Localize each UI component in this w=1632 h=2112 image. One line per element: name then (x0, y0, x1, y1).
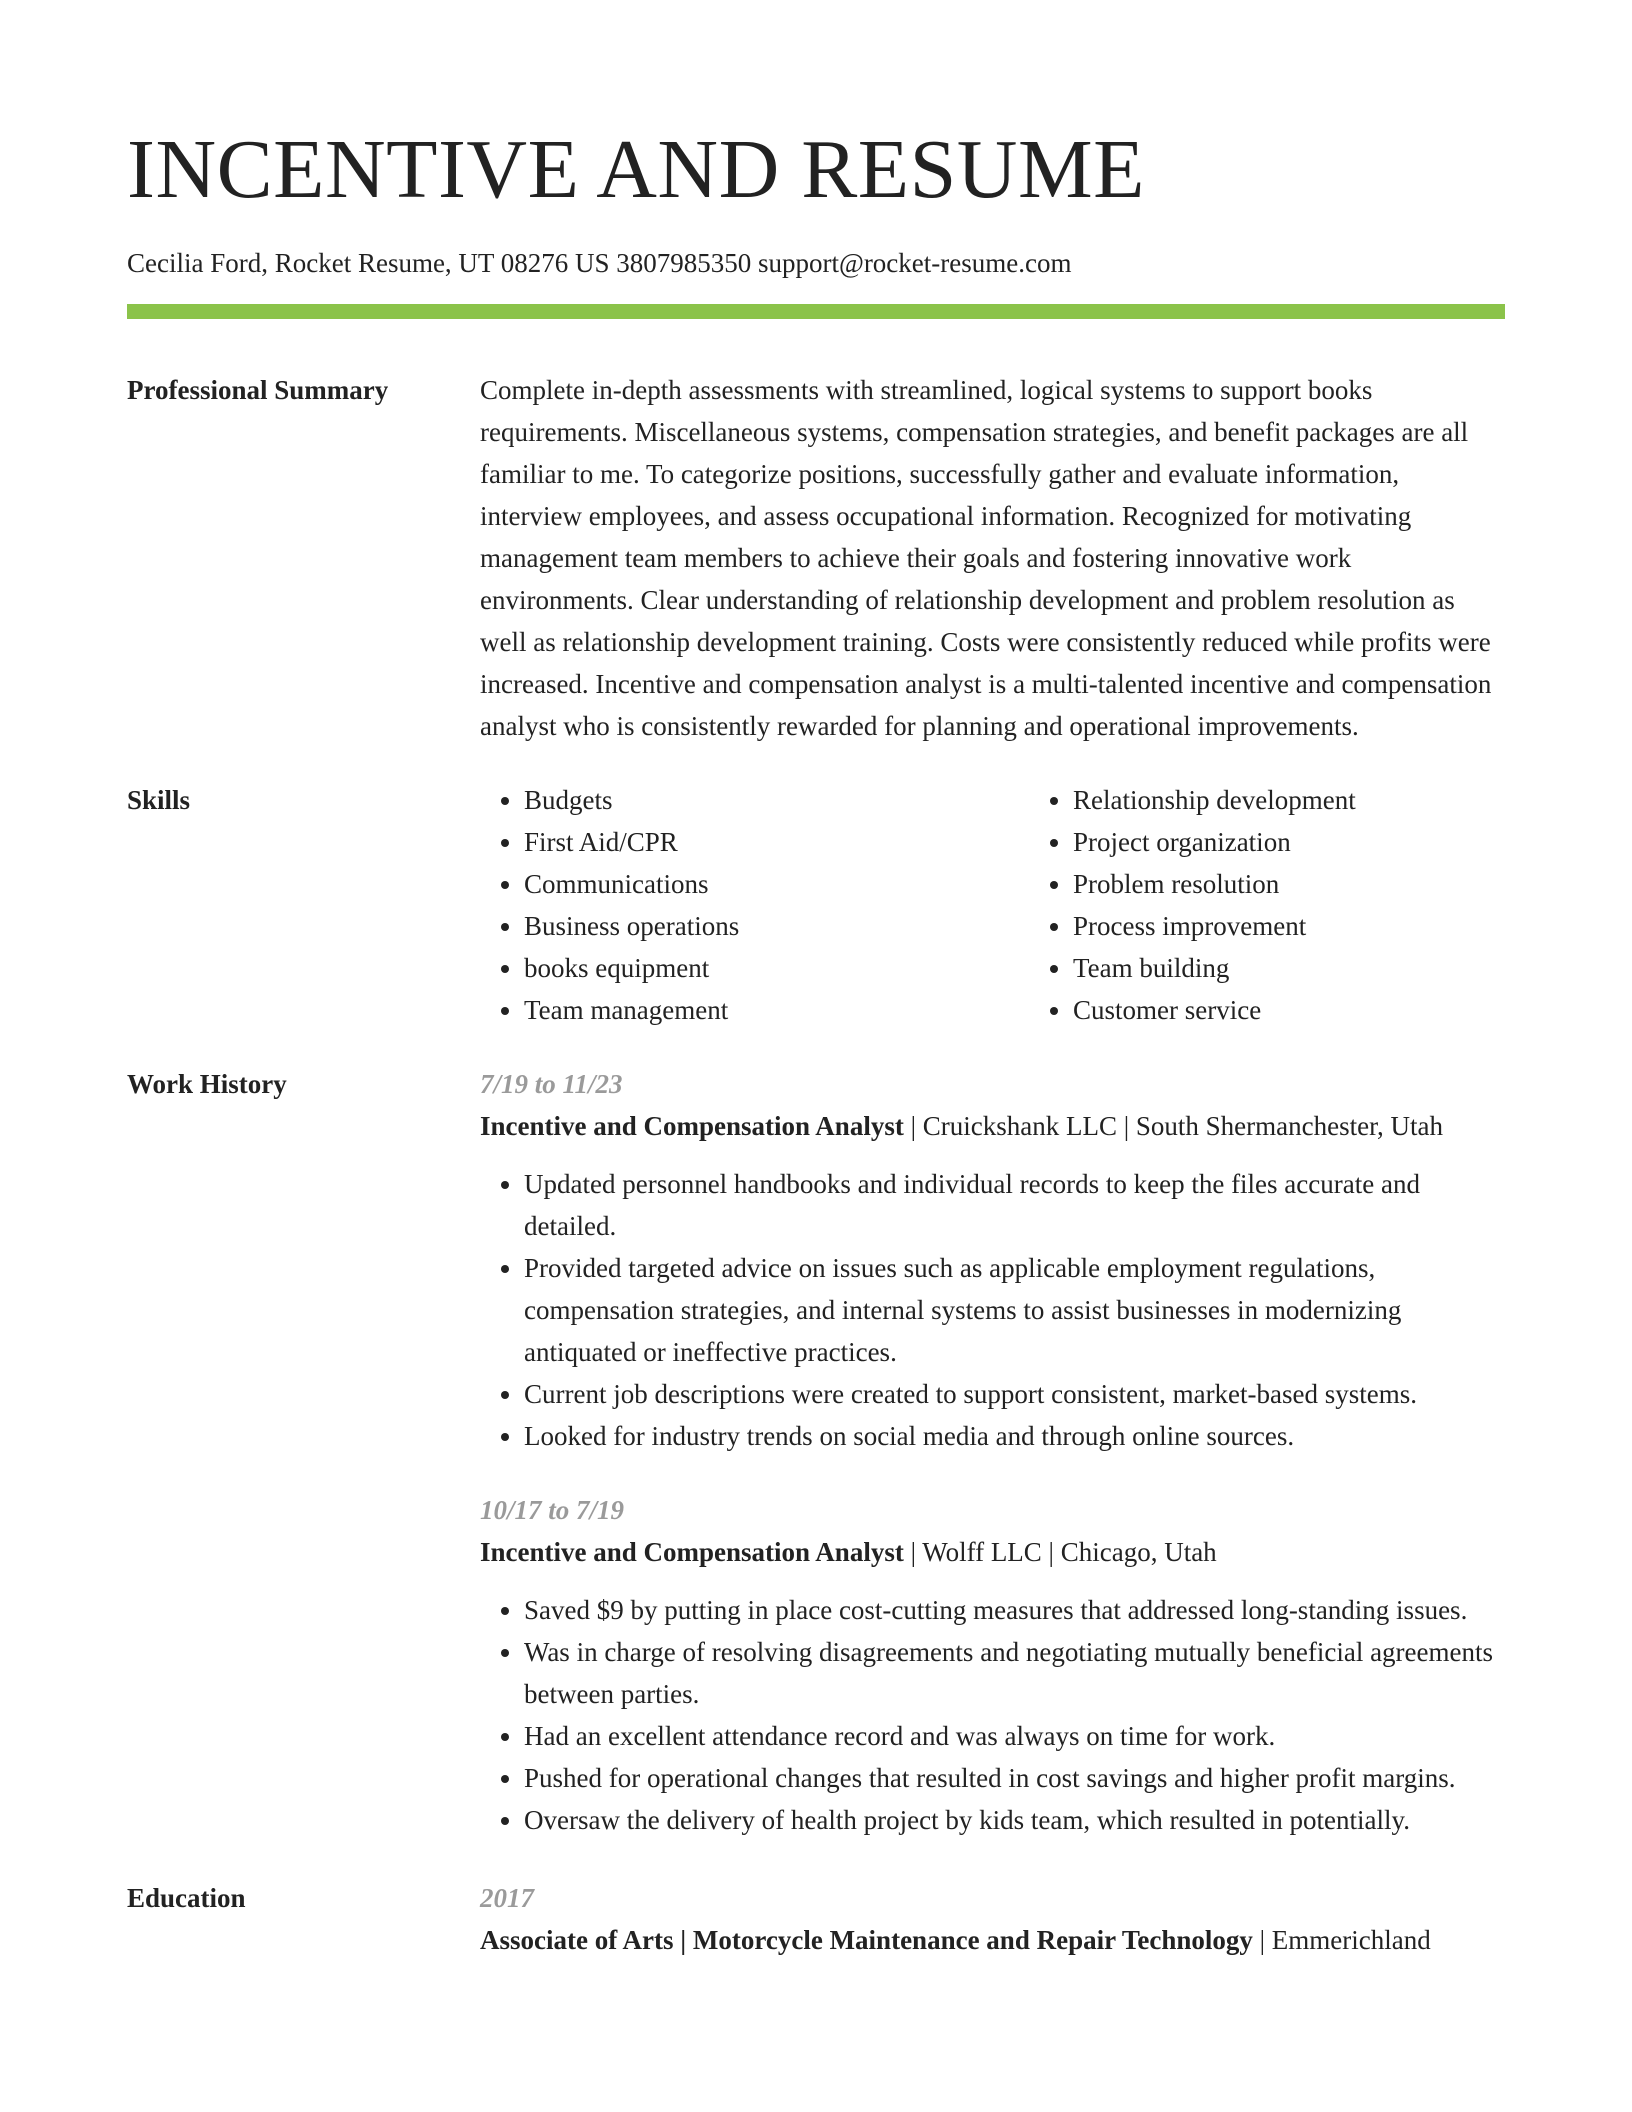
job-heading (480, 1531, 1505, 1573)
education-heading-line (480, 1919, 1505, 1961)
job-heading (480, 1105, 1505, 1147)
work-history-section (127, 1063, 1505, 1859)
resume-title: INCENTIVE AND RESUME (127, 123, 1145, 216)
job-details: | Wolff LLC | Chicago, Utah (903, 1537, 1217, 1567)
skill-item: • Process improvement (1073, 905, 1578, 947)
job-bullets (480, 1163, 1505, 1457)
job-bullets (480, 1589, 1505, 1841)
skill-item: • books equipment (524, 947, 1029, 989)
skill-item: • Customer service (1073, 989, 1578, 1031)
skill-item: • Team management (524, 989, 1029, 1031)
job-entry (480, 1489, 1505, 1841)
skill-item: • Problem resolution (1073, 863, 1578, 905)
job-details: | Cruickshank LLC | South Shermanchester, Utah (903, 1111, 1443, 1141)
job-title: Incentive and Compensation Analyst (480, 1111, 904, 1141)
job-bullet: • Was in charge of resolving disagreements and negotiating mutually beneficial agreements between parties. (524, 1631, 1505, 1715)
education-school: | Emmerichland (1252, 1925, 1431, 1955)
job-bullet: • Pushed for operational changes that resulted in cost savings and higher profit margins. (524, 1757, 1505, 1799)
job-entry (480, 1063, 1505, 1457)
job-bullet: • Current job descriptions were created to support consistent, market-based systems. (524, 1373, 1505, 1415)
skill-item: • Business operations (524, 905, 1029, 947)
summary-section (127, 369, 1505, 747)
summary-text: Complete in-depth assessments with streamlined, logical systems to support books requirements. Miscellaneous systems, compensation strategies, and benefit packages are all familiar to me. To categorize positions, successfully gather and evaluate information, interview employees, and assess occupational information. Recognized for motivating management team members to achieve their goals and fostering innovative work environments. Clear understanding of relationship development and problem resolution as well as relationship development training. Costs were consistently reduced while profits were increased. Incentive and compensation analyst is a multi-talented incentive and compensation analyst who is consistently rewarded for planning and operational improvements. (480, 375, 1492, 741)
job-bullet: • Oversaw the delivery of health project by kids team, which resulted in potentially. (524, 1799, 1505, 1841)
contact-line: Cecilia Ford, Rocket Resume, UT 08276 US 3807985350 support@rocket-resume.com (127, 248, 1072, 278)
skill-item: • Team building (1073, 947, 1578, 989)
education-degree: Associate of Arts | Motorcycle Maintenance and Repair Technology (480, 1925, 1253, 1955)
skills-heading: Skills (127, 785, 191, 815)
education-heading: Education (127, 1883, 246, 1913)
skill-item: • Project organization (1073, 821, 1578, 863)
job-title: Incentive and Compensation Analyst (480, 1537, 904, 1567)
job-bullet: • Provided targeted advice on issues such as applicable employment regulations, compensation strategies, and internal systems to assist businesses in modernizing antiquated or ineffective practices. (524, 1247, 1505, 1373)
skill-item: • Budgets (524, 779, 1029, 821)
job-bullet: • Looked for industry trends on social media and through online sources. (524, 1415, 1505, 1457)
skill-item: • First Aid/CPR (524, 821, 1029, 863)
job-bullet: • Had an excellent attendance record and was always on time for work. (524, 1715, 1505, 1757)
education-year: 2017 (480, 1883, 534, 1913)
header-divider (127, 304, 1505, 319)
education-section (127, 1877, 1505, 1961)
job-dates: 10/17 to 7/19 (480, 1495, 625, 1525)
skills-list-right (1029, 779, 1578, 1031)
resume-page (127, 0, 1505, 1961)
skills-section (127, 779, 1505, 1031)
skills-list-left (480, 779, 1029, 1031)
job-bullet: • Saved $9 by putting in place cost-cutting measures that addressed long-standing issues. (524, 1589, 1505, 1631)
skill-item: • Relationship development (1073, 779, 1578, 821)
job-dates: 7/19 to 11/23 (480, 1069, 623, 1099)
skill-item: • Communications (524, 863, 1029, 905)
summary-heading: Professional Summary (127, 375, 389, 405)
job-bullet: • Updated personnel handbooks and individual records to keep the files accurate and detailed. (524, 1163, 1505, 1247)
work-history-heading: Work History (127, 1069, 287, 1099)
